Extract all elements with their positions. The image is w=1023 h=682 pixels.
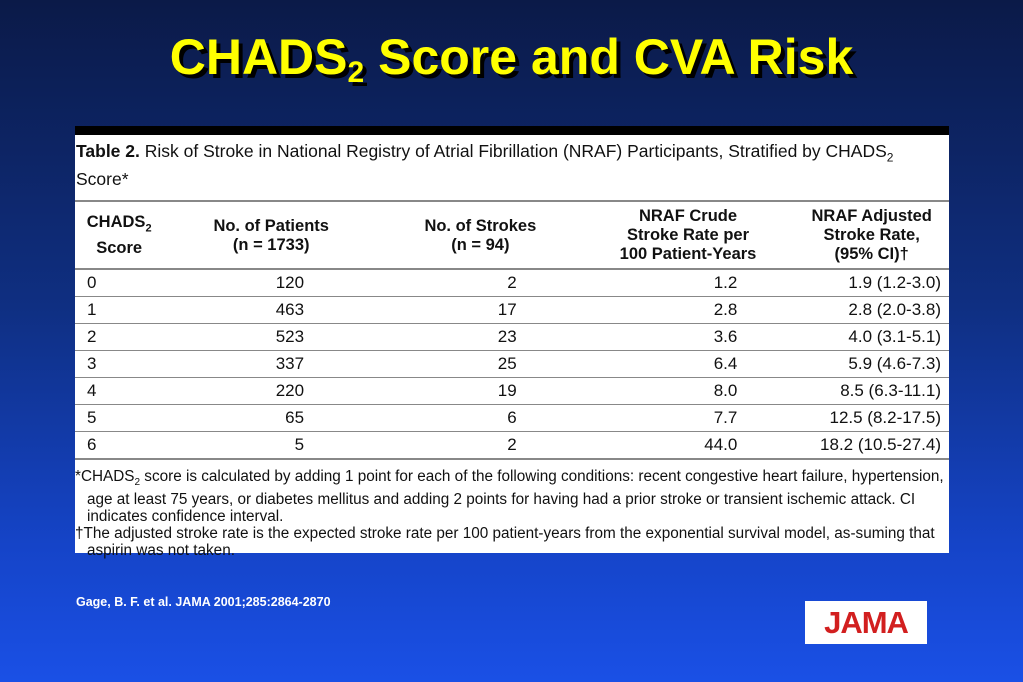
footnote1-subscript: 2	[134, 477, 141, 489]
table-row	[75, 269, 949, 297]
footnote-adjusted-rate: †The adjusted stroke rate is the expected stroke rate per 100 patient-years from the exponential survival model, as-suming that aspirin was not taken.	[75, 525, 935, 560]
table-row	[75, 324, 949, 351]
cell-strokes: 25	[379, 351, 582, 378]
footnote1-b: score is calculated by adding 1 point for each of the following conditions: recent congestive heart failure, hypertension, age at least 75 years, or diabetes mellitus and adding 2 points for having had a prior stroke or transient ischemic attack. CI indicates confidence interval.	[87, 468, 944, 526]
cell-adjusted-rate: 12.5 (8.2-17.5)	[794, 405, 949, 432]
stroke-risk-table	[75, 200, 949, 460]
cell-adjusted-rate: 8.5 (6.3-11.1)	[794, 378, 949, 405]
header-chads-sub: 2	[145, 222, 152, 235]
table-caption	[76, 141, 942, 190]
cell-score: 4	[75, 378, 163, 405]
cell-patients: 120	[163, 269, 379, 297]
header-crude-b: Stroke Rate per	[627, 226, 749, 244]
table-header-row	[75, 201, 949, 269]
cell-crude-rate: 6.4	[582, 351, 795, 378]
table-row	[75, 405, 949, 432]
cell-crude-rate: 44.0	[582, 432, 795, 460]
cell-adjusted-rate: 4.0 (3.1-5.1)	[794, 324, 949, 351]
table-footnotes	[75, 468, 947, 559]
header-patients-b: (n = 1733)	[232, 235, 310, 254]
title-rest: Score and CVA Risk	[364, 29, 854, 85]
cell-strokes: 2	[379, 269, 582, 297]
cell-patients: 5	[163, 432, 379, 460]
header-patients-a: No. of Patients	[213, 216, 329, 235]
cell-score: 6	[75, 432, 163, 460]
header-crude-rate	[582, 201, 795, 269]
cell-strokes: 17	[379, 297, 582, 324]
header-chads-b: Score	[96, 238, 143, 257]
cell-adjusted-rate: 18.2 (10.5-27.4)	[794, 432, 949, 460]
cell-crude-rate: 7.7	[582, 405, 795, 432]
cell-score: 5	[75, 405, 163, 432]
stroke-risk-table-panel	[75, 126, 949, 560]
header-adjusted-b: Stroke Rate,	[823, 226, 920, 244]
header-strokes-b: (n = 94)	[451, 235, 510, 254]
cell-patients: 337	[163, 351, 379, 378]
cell-score: 0	[75, 269, 163, 297]
cell-score: 2	[75, 324, 163, 351]
cell-strokes: 2	[379, 432, 582, 460]
header-chads-score	[75, 201, 163, 269]
cell-crude-rate: 2.8	[582, 297, 795, 324]
cell-score: 1	[75, 297, 163, 324]
header-strokes-a: No. of Strokes	[424, 216, 537, 235]
cell-patients: 65	[163, 405, 379, 432]
footnote1-a: *CHADS	[75, 468, 135, 485]
caption-label: Table 2.	[76, 141, 140, 161]
cell-strokes: 23	[379, 324, 582, 351]
cell-adjusted-rate: 5.9 (4.6-7.3)	[794, 351, 949, 378]
jama-logo	[805, 601, 927, 644]
cell-score: 3	[75, 351, 163, 378]
cell-strokes: 19	[379, 378, 582, 405]
header-adjusted-c: (95% CI)†	[834, 245, 909, 263]
header-patients	[163, 201, 379, 269]
header-adjusted-a: NRAF Adjusted	[811, 207, 932, 225]
footnote-chads-definition	[75, 468, 947, 525]
source-citation: Gage, B. F. et al. JAMA 2001;285:2864-2870	[76, 595, 331, 609]
table-row	[75, 432, 949, 460]
cell-strokes: 6	[379, 405, 582, 432]
cell-patients: 220	[163, 378, 379, 405]
table-row	[75, 297, 949, 324]
cell-patients: 463	[163, 297, 379, 324]
title-subscript: 2	[347, 56, 365, 89]
table-row	[75, 378, 949, 405]
title-main: CHADS	[169, 29, 348, 85]
cell-crude-rate: 1.2	[582, 269, 795, 297]
jama-logo-text: JAMA	[824, 604, 908, 640]
cell-crude-rate: 8.0	[582, 378, 795, 405]
table-row	[75, 351, 949, 378]
header-crude-c: 100 Patient-Years	[619, 245, 757, 263]
cell-adjusted-rate: 2.8 (2.0-3.8)	[794, 297, 949, 324]
caption-subscript: 2	[886, 150, 894, 165]
cell-crude-rate: 3.6	[582, 324, 795, 351]
slide-title	[0, 28, 1023, 90]
header-crude-a: NRAF Crude	[638, 207, 738, 225]
cell-patients: 523	[163, 324, 379, 351]
header-chads-a: CHADS	[86, 213, 146, 232]
caption-text-1: Risk of Stroke in National Registry of Atrial Fibrillation (NRAF) Participants, Stratified by CHADS	[139, 141, 887, 161]
caption-text-2: Score*	[76, 168, 129, 189]
cell-adjusted-rate: 1.9 (1.2-3.0)	[794, 269, 949, 297]
header-strokes	[379, 201, 582, 269]
header-adjusted-rate	[794, 201, 949, 269]
